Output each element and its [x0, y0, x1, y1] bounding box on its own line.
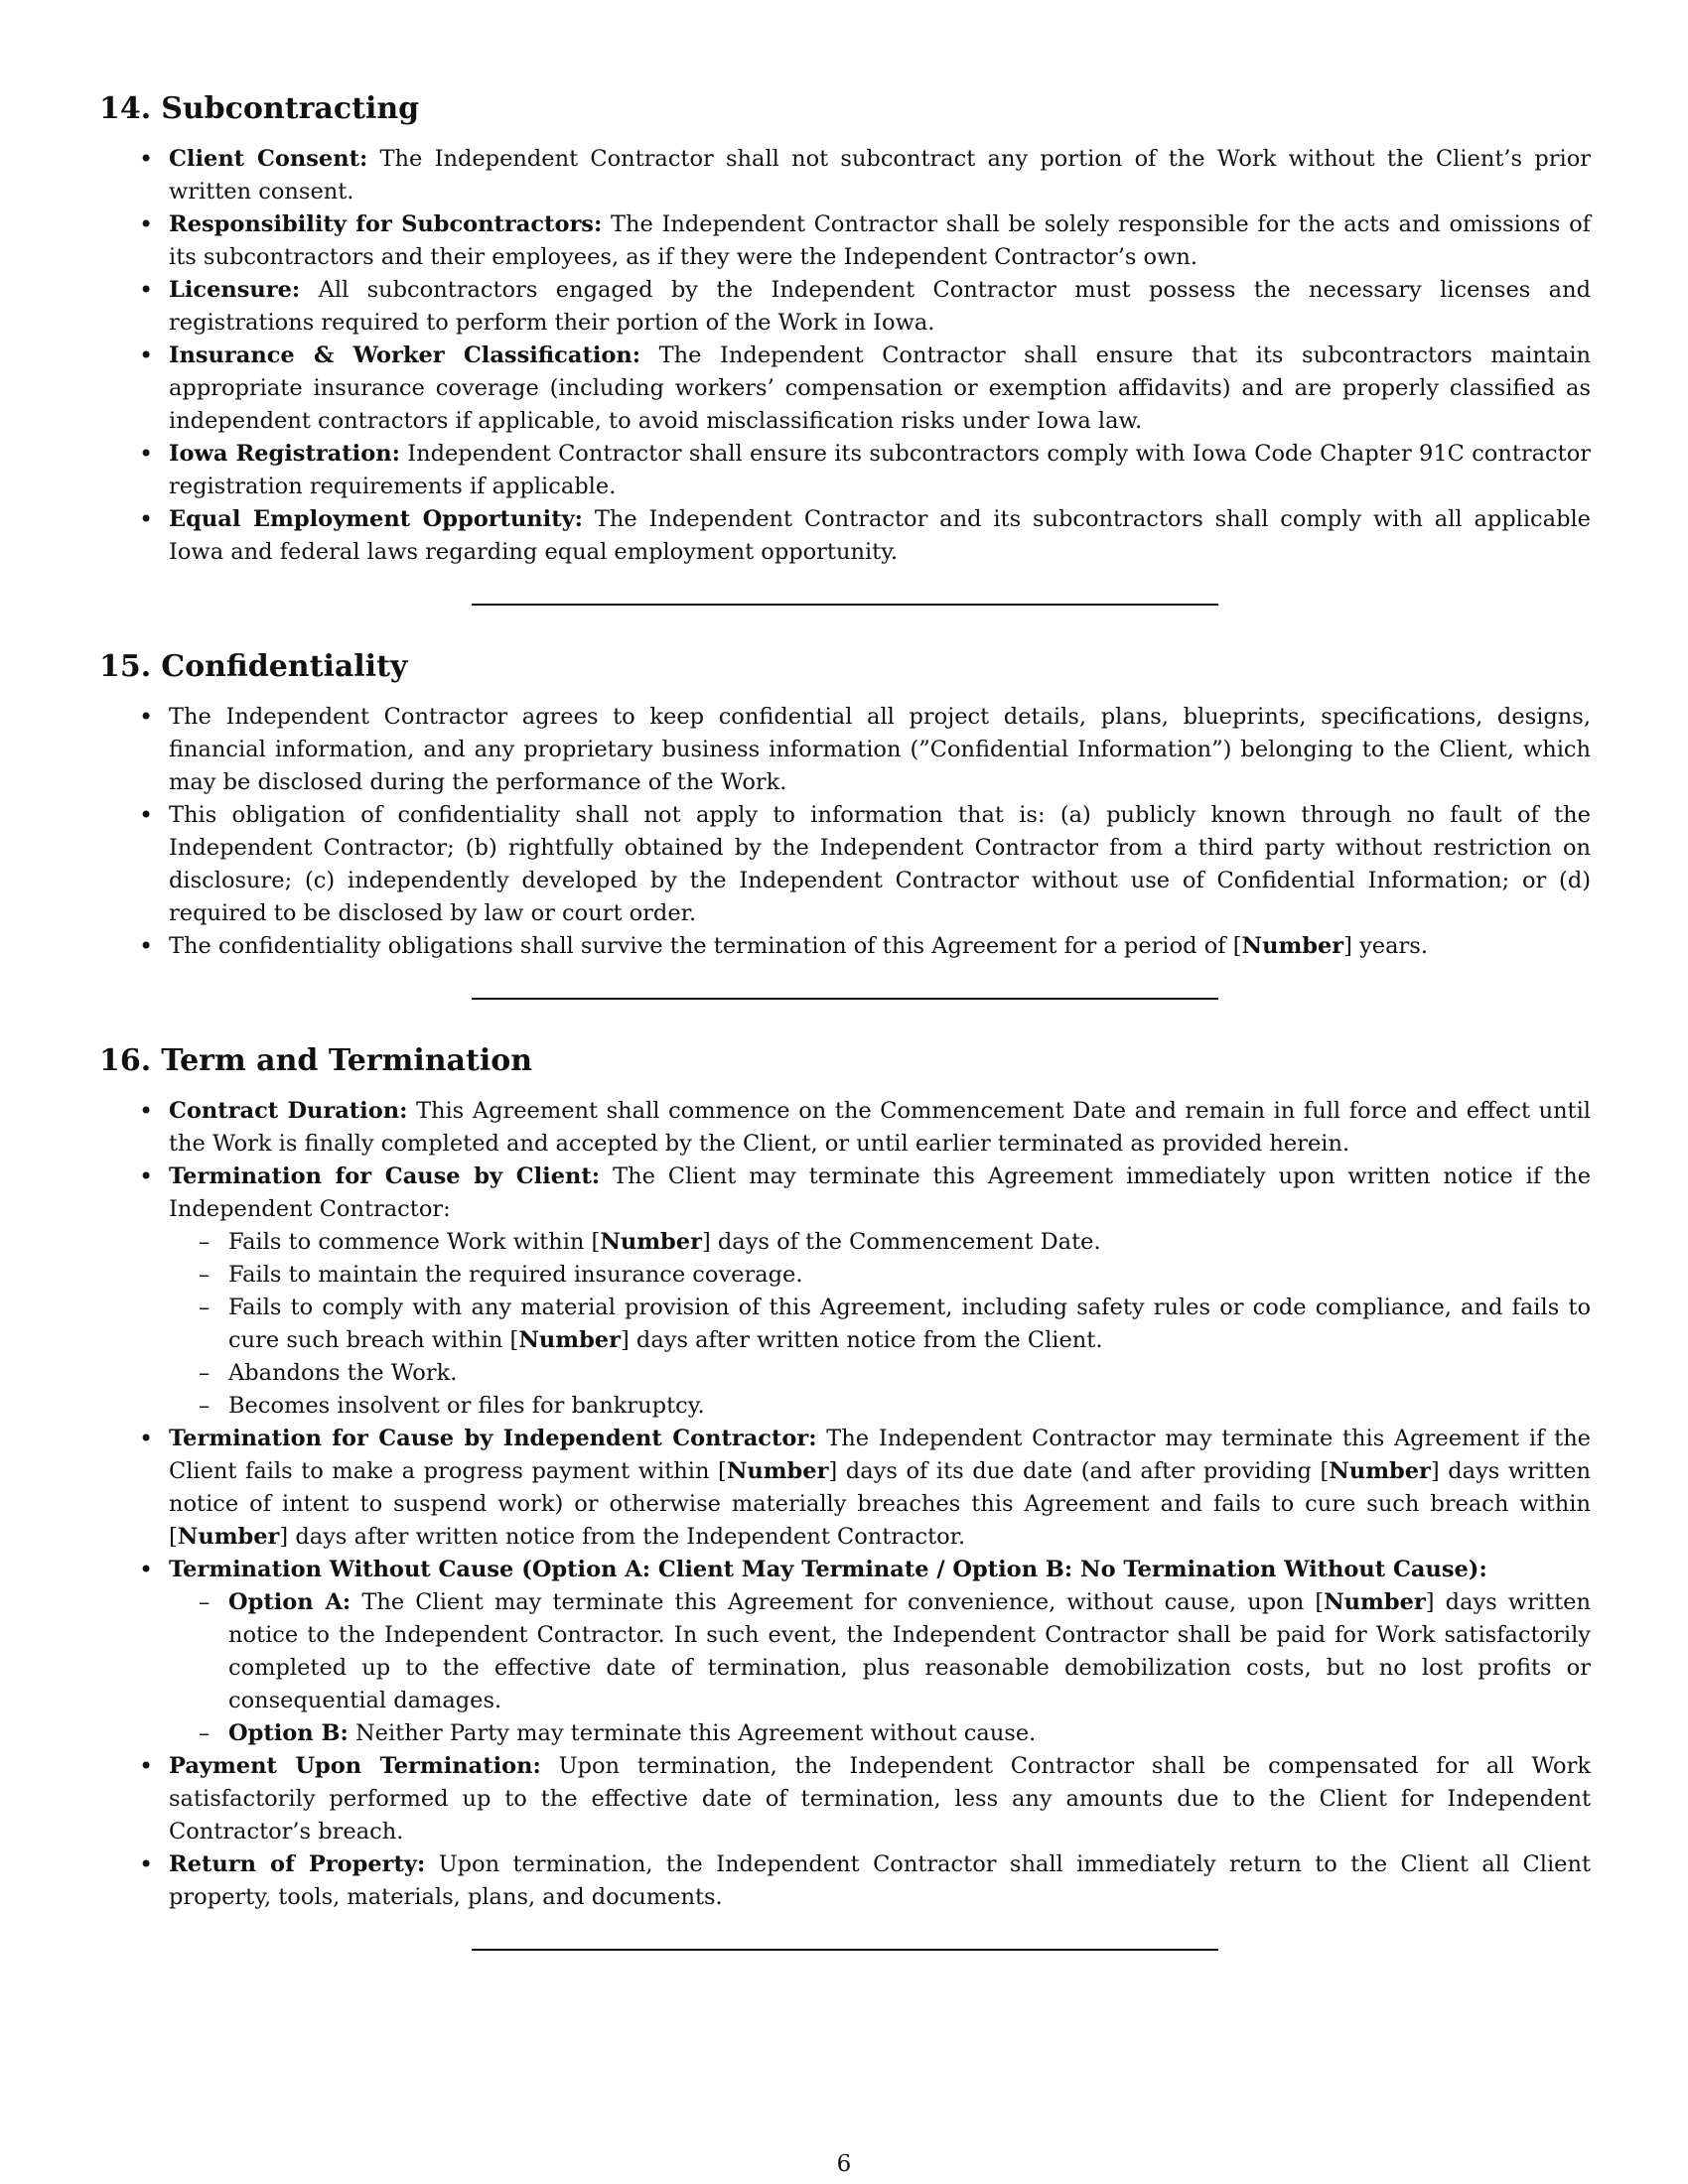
- section-title: Subcontracting: [161, 91, 420, 126]
- item-text: ] days written notice of intent to suspend work) or otherwise materially breaches this Agreement and fails to cure such breach within [: [169, 1458, 1591, 1550]
- number-placeholder: Number: [177, 1524, 280, 1550]
- list-item: [99, 1423, 1591, 1554]
- bullet-list: [99, 143, 1591, 569]
- number-placeholder: Number: [1329, 1458, 1431, 1484]
- bullet-list: [99, 1095, 1591, 1914]
- item-text: The Independent Contractor agrees to keep confidential all project details, plans, blueprints, specifications, designs, financial information, and any proprietary business information (”Confidential Information”) belonging to the Client, which may be disclosed during the performance of the Work.: [169, 704, 1591, 795]
- item-label: Responsibility for Subcontractors:: [169, 211, 603, 237]
- list-item: [99, 1554, 1591, 1750]
- list-item: [99, 208, 1591, 274]
- section-number: 16.: [99, 1043, 152, 1078]
- list-item: [99, 1160, 1591, 1423]
- item-label: Equal Employment Opportunity:: [169, 506, 583, 532]
- list-item: [99, 1848, 1591, 1914]
- item-text: The Client may terminate this Agreement for convenience, without cause, upon [: [351, 1589, 1325, 1615]
- section-number: 14.: [99, 91, 152, 126]
- list-item: [99, 143, 1591, 208]
- number-placeholder: Number: [600, 1229, 702, 1255]
- item-text: Upon termination, the Independent Contractor shall be compensated for all Work satisfactorily performed up to the effective date of termination, less any amounts due to the Client for Independent Contractor’s breach.: [169, 1753, 1591, 1844]
- item-text: Upon termination, the Independent Contractor shall immediately return to the Client all Client property, tools, materials, plans, and documents.: [169, 1851, 1592, 1910]
- section-title: Term and Termination: [161, 1043, 533, 1078]
- item-text: The Independent Contractor shall ensure that its subcontractors maintain appropriate insurance coverage (including workers’ compensation or exemption affidavits) and are properly classified as independent contractors if applicable, to avoid misclassification risks under Iowa law.: [169, 342, 1592, 434]
- section-heading: [99, 91, 1591, 127]
- section-heading: [99, 649, 1591, 685]
- section-heading: [99, 1043, 1591, 1079]
- item-label: Return of Property:: [169, 1851, 426, 1877]
- section-number: 15.: [99, 649, 152, 684]
- list-item: [99, 1095, 1591, 1160]
- item-text: Fails to maintain the required insurance coverage.: [228, 1262, 803, 1288]
- item-text: The Independent Contractor and its subcontractors shall comply with all applicable Iowa and federal laws regarding equal employment opportunity.: [169, 506, 1591, 565]
- item-text: All subcontractors engaged by the Independent Contractor must possess the necessary licenses and registrations required to perform their portion of the Work in Iowa.: [169, 277, 1591, 336]
- sub-list: [169, 1226, 1591, 1423]
- item-text: The Independent Contractor shall not subcontract any portion of the Work without the Client’s prior written consent.: [169, 146, 1591, 205]
- item-text: ] days of its due date (and after providing [: [828, 1458, 1330, 1484]
- item-label: Iowa Registration:: [169, 441, 400, 467]
- item-label: Termination for Cause by Client:: [169, 1163, 601, 1189]
- item-text: The confidentiality obligations shall survive the termination of this Agreement for a period of [: [169, 933, 1242, 959]
- item-text: ] years.: [1343, 933, 1428, 959]
- item-text: ] days after written notice from the Independent Contractor.: [279, 1524, 966, 1550]
- sub-list: [169, 1586, 1591, 1750]
- item-label: Termination for Cause by Independent Contractor:: [169, 1426, 817, 1451]
- item-label: Termination Without Cause (Option A: Client May Terminate / Option B: No Termination Without Cause):: [169, 1557, 1487, 1582]
- item-text: Fails to comply with any material provision of this Agreement, including safety rules or code compliance, and fails to cure such breach within [: [228, 1295, 1591, 1353]
- item-text: The Client may terminate this Agreement immediately upon written notice if the Independent Contractor:: [169, 1163, 1592, 1222]
- section-divider: [472, 1949, 1218, 1951]
- section-subcontracting: [99, 91, 1591, 606]
- item-label: Insurance & Worker Classification:: [169, 342, 641, 368]
- number-placeholder: Number: [1324, 1589, 1426, 1615]
- list-item: [99, 274, 1591, 340]
- item-text: ] days written notice to the Independent Contractor. In such event, the Independent Contractor shall be paid for Work satisfactorily completed up to the effective date of termination, plus reasonable demobilization costs, but no lost profits or consequential damages.: [228, 1589, 1591, 1713]
- list-item: [99, 701, 1591, 799]
- number-placeholder: Number: [726, 1458, 829, 1484]
- section-title: Confidentiality: [161, 649, 408, 684]
- item-text: ] days of the Commencement Date.: [701, 1229, 1101, 1255]
- sub-list-item: [169, 1357, 1591, 1390]
- list-item: [99, 503, 1591, 569]
- item-label: Option B:: [228, 1720, 349, 1746]
- item-text: The Independent Contractor shall be solely responsible for the acts and omissions of its subcontractors and their employees, as if they were the Independent Contractor’s own.: [169, 211, 1592, 270]
- item-text: Neither Party may terminate this Agreement without cause.: [348, 1720, 1037, 1746]
- list-item: [99, 340, 1591, 438]
- item-text: This Agreement shall commence on the Commencement Date and remain in full force and effect until the Work is finally completed and accepted by the Client, or until earlier terminated as provided herein.: [169, 1098, 1591, 1157]
- item-label: Contract Duration:: [169, 1098, 408, 1124]
- number-placeholder: Number: [1241, 933, 1344, 959]
- item-text: Independent Contractor shall ensure its subcontractors comply with Iowa Code Chapter 91C contractor registration requirements if applicable.: [169, 441, 1591, 499]
- list-item: [99, 799, 1591, 930]
- item-text: Becomes insolvent or files for bankruptcy.: [228, 1393, 705, 1419]
- number-placeholder: Number: [518, 1327, 621, 1353]
- sub-list-item: [169, 1717, 1591, 1750]
- item-text: This obligation of confidentiality shall not apply to information that is: (a) publicly known through no fault of the Independent Contractor; (b) rightfully obtained by the Independent Contractor from a third party without restriction on disclosure; (c) independently developed by the Independent Contractor without use of Confidential Information; or (d) required to be disclosed by law or court order.: [169, 802, 1591, 926]
- item-label: Client Consent:: [169, 146, 368, 172]
- item-label: Payment Upon Termination:: [169, 1753, 541, 1779]
- item-label: Option A:: [228, 1589, 352, 1615]
- item-text: ] days after written notice from the Client.: [620, 1327, 1103, 1353]
- sub-list-item: [169, 1292, 1591, 1357]
- item-text: Abandons the Work.: [228, 1360, 458, 1386]
- list-item: [99, 930, 1591, 963]
- page-number: 6: [836, 2151, 852, 2177]
- document-page: [99, 91, 1591, 1951]
- bullet-list: [99, 701, 1591, 963]
- sub-list-item: [169, 1390, 1591, 1423]
- list-item: [99, 438, 1591, 503]
- sub-list-item: [169, 1586, 1591, 1717]
- section-term-and-termination: [99, 1043, 1591, 1951]
- sub-list-item: [169, 1226, 1591, 1259]
- item-label: Licensure:: [169, 277, 301, 303]
- section-confidentiality: [99, 649, 1591, 1000]
- sub-list-item: [169, 1259, 1591, 1292]
- item-text: Fails to commence Work within [: [228, 1229, 601, 1255]
- item-text: The Independent Contractor may terminate this Agreement if the Client fails to make a progress payment within [: [169, 1426, 1591, 1484]
- list-item: [99, 1750, 1591, 1848]
